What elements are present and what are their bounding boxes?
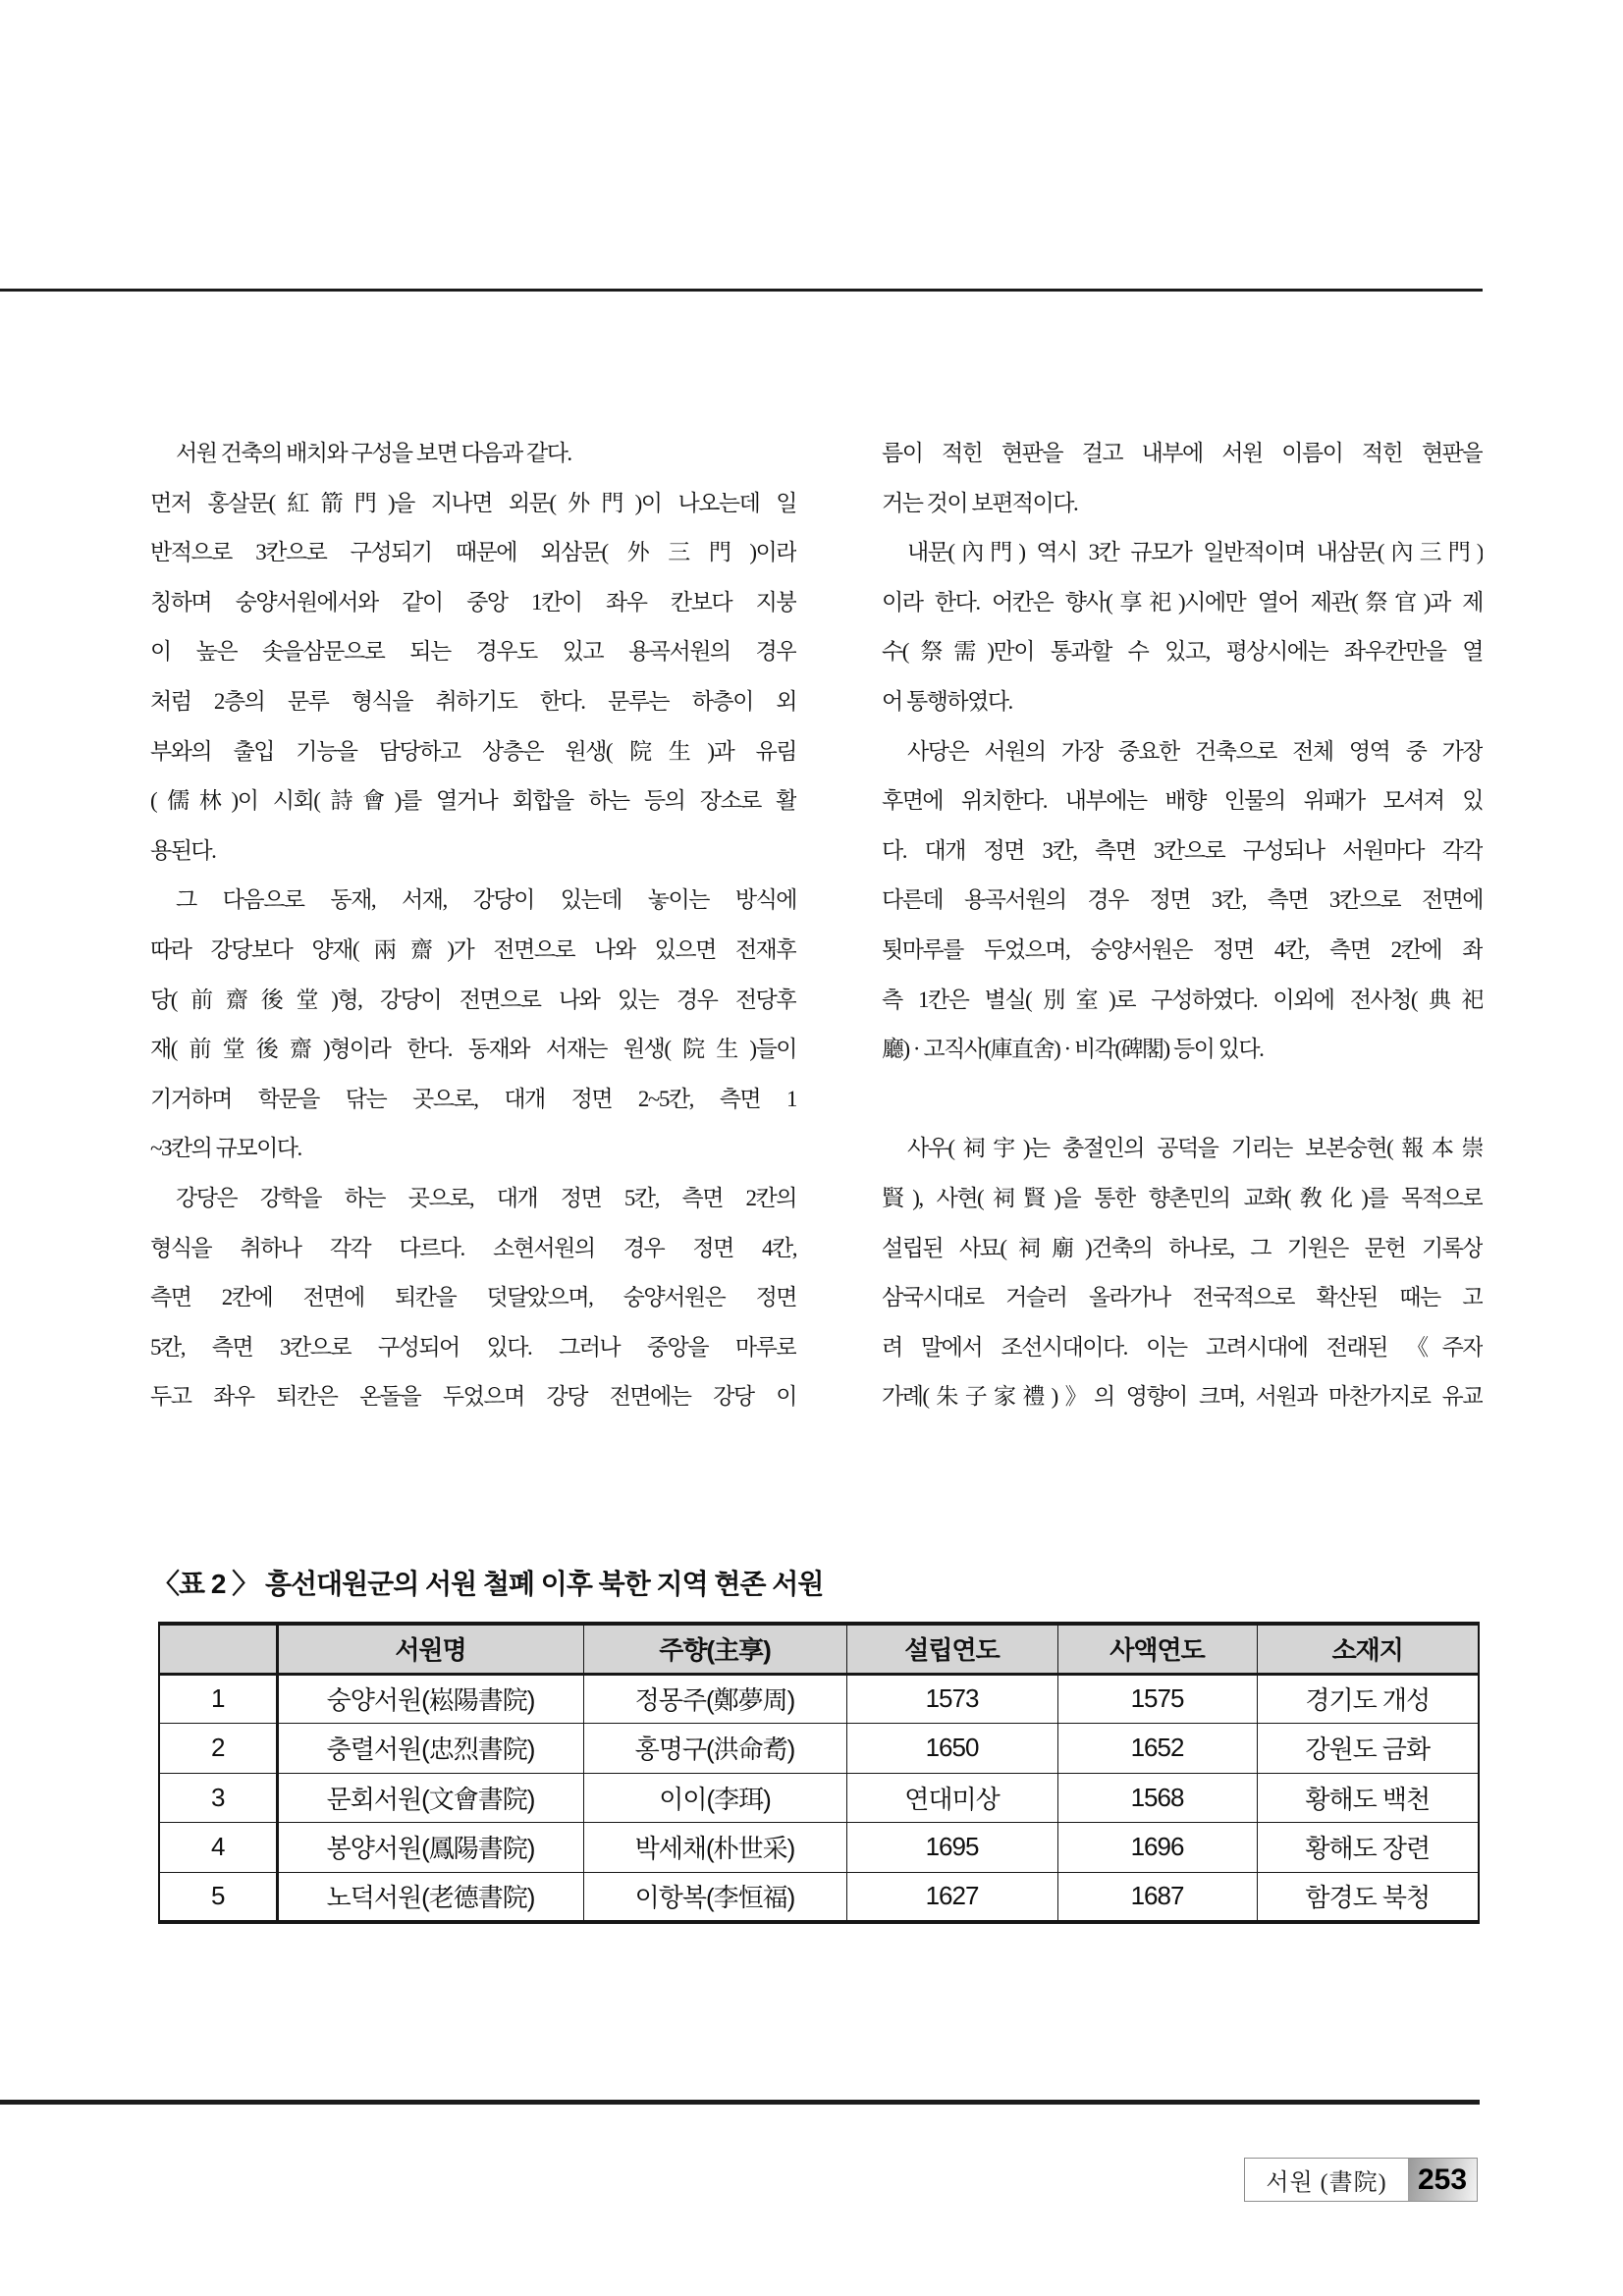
- text-line: 서원 건축의 배치와 구성을 보면 다음과 같다.: [176, 441, 571, 465]
- table-cell: 이이(李珥): [583, 1773, 846, 1823]
- table-cell: 1568: [1057, 1773, 1257, 1823]
- text-line: 내문(內門) 역시 3칸 규모가 일반적이며 내삼문(內三門): [907, 540, 1483, 565]
- text-line: 거는 것이 보편적이다.: [882, 490, 1078, 515]
- text-line: 가례(朱子家禮)》의 영향이 크며, 서원과 마찬가지로 유교: [882, 1384, 1483, 1410]
- table-cell: 정몽주(鄭夢周): [583, 1674, 846, 1724]
- table-header-cell: 소재지: [1257, 1624, 1479, 1674]
- table-cell: 1695: [846, 1823, 1057, 1873]
- table-cell: 경기도 개성: [1257, 1674, 1479, 1724]
- text-line: 측면 2칸에 전면에 퇴칸을 덧달았으며, 숭양서원은 정면: [150, 1285, 796, 1310]
- table-cell: 1650: [846, 1724, 1057, 1774]
- table-header-cell: 사액연도: [1057, 1624, 1257, 1674]
- right-text-column: [882, 429, 1483, 1422]
- text-line: 그 다음으로 동재, 서재, 강당이 있는데 놓이는 방식에: [176, 887, 796, 913]
- table-cell: 2: [159, 1724, 277, 1774]
- text-line: 기거하며 학문을 닦는 곳으로, 대개 정면 2~5칸, 측면 1: [150, 1086, 796, 1111]
- table-cell: 노덕서원(老德書院): [277, 1872, 583, 1922]
- text-line: 두고 좌우 퇴칸은 온돌을 두었으며 강당 전면에는 강당 이: [150, 1384, 796, 1410]
- text-line: 후면에 위치한다. 내부에는 배향 인물의 위패가 모셔져 있: [882, 788, 1483, 814]
- text-line: 다. 대개 정면 3칸, 측면 3칸으로 구성되나 서원마다 각각: [882, 837, 1483, 863]
- footer-section-label: 서원 (書院): [1266, 2170, 1387, 2196]
- table-row: [159, 1872, 1479, 1922]
- text-line: 먼저 홍살문(紅箭門)을 지나면 외문(外門)이 나오는데 일: [150, 490, 796, 515]
- text-line: 설립된 사묘(祠廟)건축의 하나로, 그 기원은 문헌 기록상: [882, 1235, 1483, 1260]
- text-line: 따라 강당보다 양재(兩齋)가 전면으로 나와 있으면 전재후: [150, 936, 796, 962]
- table-row: [159, 1674, 1479, 1724]
- blank-line: [882, 1075, 1483, 1125]
- table-header-cell: 주향(主享): [583, 1624, 846, 1674]
- text-line: 5칸, 측면 3칸으로 구성되어 있다. 그러나 중앙을 마루로: [150, 1334, 796, 1360]
- text-line: 측 1칸은 별실(別室)로 구성하였다. 이외에 전사청(典祀: [882, 987, 1483, 1012]
- text-line: 강당은 강학을 하는 곳으로, 대개 정면 5칸, 측면 2칸의: [176, 1185, 796, 1210]
- table-cell: 3: [159, 1773, 277, 1823]
- page-number-badge: 253: [1408, 2159, 1477, 2201]
- text-line: 수(祭需)만이 통과할 수 있고, 평상시에는 좌우칸만을 열: [882, 639, 1483, 665]
- article-body: [150, 429, 1483, 1422]
- text-line: 이 높은 솟을삼문으로 되는 경우도 있고 용곡서원의 경우: [150, 639, 796, 665]
- table-header-cell: [159, 1624, 277, 1674]
- table-cell: 1573: [846, 1674, 1057, 1724]
- text-line: 부와의 출입 기능을 담당하고 상층은 원생(院生)과 유림: [150, 738, 796, 764]
- table-cell: 1696: [1057, 1823, 1257, 1873]
- text-line: 반적으로 3칸으로 구성되기 때문에 외삼문(外三門)이라: [150, 540, 796, 565]
- seowon-table: [158, 1622, 1480, 1924]
- table-row: [159, 1724, 1479, 1774]
- text-line: 삼국시대로 거슬러 올라가나 전국적으로 확산된 때는 고: [882, 1285, 1483, 1310]
- table-cell: 1652: [1057, 1724, 1257, 1774]
- table-cell: 홍명구(洪命耉): [583, 1724, 846, 1774]
- table-cell: 문회서원(文會書院): [277, 1773, 583, 1823]
- text-line: 려 말에서 조선시대이다. 이는 고려시대에 전래된 《주자: [882, 1334, 1483, 1360]
- page-footer: [1244, 2158, 1478, 2202]
- text-line: 廳) · 고직사(庫直舍) · 비각(碑閣) 등이 있다.: [882, 1037, 1264, 1062]
- text-line: 당(前齋後堂)형, 강당이 전면으로 나와 있는 경우 전당후: [150, 987, 796, 1012]
- text-line: 사우(祠宇)는 충절인의 공덕을 기리는 보본숭현(報本崇: [907, 1136, 1483, 1161]
- table-cell: 함경도 북청: [1257, 1872, 1479, 1922]
- table-cell: 황해도 백천: [1257, 1773, 1479, 1823]
- text-line: 름이 적힌 현판을 걸고 내부에 서원 이름이 적힌 현판을: [882, 441, 1483, 465]
- text-line: 賢), 사현(祠賢)을 통한 향촌민의 교화(敎化)를 목적으로: [882, 1185, 1483, 1210]
- table-caption: 〈표 2 〉 흥선대원군의 서원 철폐 이후 북한 지역 현존 서원: [152, 1569, 824, 1599]
- text-line: ~3칸의 규모이다.: [150, 1136, 301, 1161]
- text-line: 재(前堂後齋)형이라 한다. 동재와 서재는 원생(院生)들이: [150, 1037, 796, 1062]
- table-header-cell: 설립연도: [846, 1624, 1057, 1674]
- table-cell: 봉양서원(鳳陽書院): [277, 1823, 583, 1873]
- text-line: 사당은 서원의 가장 중요한 건축으로 전체 영역 중 가장: [907, 738, 1483, 764]
- table-header-row: [159, 1624, 1479, 1674]
- table-cell: 1575: [1057, 1674, 1257, 1724]
- text-line: 다른데 용곡서원의 경우 정면 3칸, 측면 3칸으로 전면에: [882, 887, 1483, 913]
- text-line: 어 통행하였다.: [882, 688, 1012, 714]
- table-header-cell: 서원명: [277, 1624, 583, 1674]
- table-cell: 이항복(李恒福): [583, 1872, 846, 1922]
- text-line: 이라 한다. 어칸은 향사(享祀)시에만 열어 제관(祭官)과 제: [882, 589, 1483, 614]
- text-line: 툇마루를 두었으며, 숭양서원은 정면 4칸, 측면 2칸에 좌: [882, 936, 1483, 962]
- text-line: 용된다.: [150, 837, 216, 863]
- text-line: 형식을 취하나 각각 다르다. 소현서원의 경우 정면 4칸,: [150, 1235, 796, 1260]
- bottom-rule: [0, 2100, 1480, 2105]
- text-line: (儒林)이 시회(詩會)를 열거나 회합을 하는 등의 장소로 활: [150, 788, 796, 814]
- left-text-column: [150, 429, 796, 1422]
- table-cell: 연대미상: [846, 1773, 1057, 1823]
- table-cell: 박세채(朴世采): [583, 1823, 846, 1873]
- table-cell: 4: [159, 1823, 277, 1873]
- table-cell: 1687: [1057, 1872, 1257, 1922]
- top-rule: [0, 289, 1483, 292]
- table-row: [159, 1823, 1479, 1873]
- table-cell: 1627: [846, 1872, 1057, 1922]
- table-row: [159, 1773, 1479, 1823]
- text-line: 칭하며 숭양서원에서와 같이 중앙 1칸이 좌우 칸보다 지붕: [150, 589, 796, 614]
- text-line: 처럼 2층의 문루 형식을 취하기도 한다. 문루는 하층이 외: [150, 688, 796, 714]
- table-cell: 5: [159, 1872, 277, 1922]
- table-cell: 숭양서원(崧陽書院): [277, 1674, 583, 1724]
- table-cell: 1: [159, 1674, 277, 1724]
- table-cell: 황해도 장련: [1257, 1823, 1479, 1873]
- table-cell: 강원도 금화: [1257, 1724, 1479, 1774]
- table-cell: 충렬서원(忠烈書院): [277, 1724, 583, 1774]
